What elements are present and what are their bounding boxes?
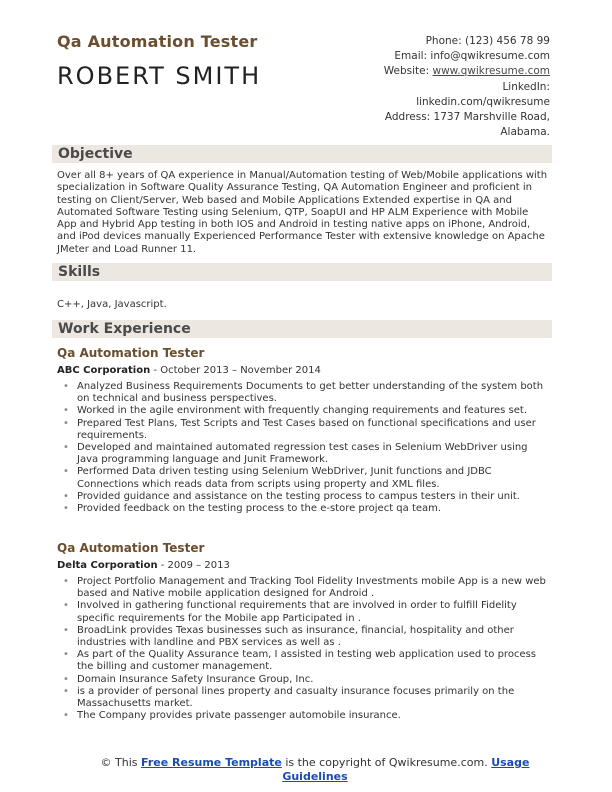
company-name: Delta Corporation bbox=[57, 560, 158, 571]
list-item: • Domain Insurance Safety Insurance Group, Inc. bbox=[57, 674, 549, 686]
contact-email: Email: info@qwikresume.com bbox=[394, 50, 550, 63]
job-bullet-list bbox=[57, 381, 549, 515]
candidate-name: ROBERT SMITH bbox=[57, 62, 262, 90]
list-item: • Project Portfolio Management and Tracking Tool Fidelity Investments mobile App is a new web based and Native mobile application designed for Android . bbox=[57, 576, 549, 600]
usage-guidelines-link[interactable]: Usage Guidelines bbox=[282, 756, 530, 783]
contact-block bbox=[290, 34, 550, 140]
job-dates: - October 2013 – November 2014 bbox=[150, 365, 321, 376]
copyright-footer bbox=[80, 756, 550, 784]
job-dates: - 2009 – 2013 bbox=[157, 560, 230, 571]
company-name: ABC Corporation bbox=[57, 365, 151, 376]
objective-heading: Objective bbox=[58, 146, 133, 162]
footer-middle: is the copyright of Qwikresume.com. bbox=[281, 756, 492, 769]
skills-heading: Skills bbox=[58, 264, 101, 280]
skills-text: C++, Java, Javascript. bbox=[57, 299, 167, 310]
list-item: • Provided feedback on the testing process to the e-store project qa team. bbox=[57, 503, 549, 515]
job-title: Qa Automation Tester bbox=[57, 541, 205, 555]
job-company-line bbox=[57, 365, 321, 376]
header-job-title: Qa Automation Tester bbox=[57, 32, 258, 51]
free-resume-template-link[interactable]: Free Resume Template bbox=[141, 756, 282, 769]
website-label: Website: bbox=[383, 65, 433, 78]
list-item: • Developed and maintained automated regression test cases in Selenium WebDriver using Java programming language and Junit Framework. bbox=[57, 442, 549, 466]
list-item: • Analyzed Business Requirements Documents to get better understanding of the system both on technical and business perspectives. bbox=[57, 381, 549, 405]
footer-prefix: © This bbox=[100, 756, 142, 769]
objective-text: Over all 8+ years of QA experience in Manual/Automation testing of Web/Mobile applications with specialization in Software Quality Assurance Testing, QA Automation Engineer and proficient in testing on Client/Server, Web based and Mobile Applications Extended expertise in QA and Automated Software Testing using Selenium, QTP, SoapUI and HP ALM Experience with Mobile App and Hybrid App testing in both IOS and Android in testing native apps on iPhone, Android, and iPod devices manually Experienced Performance Tester with extensive knowledge on Apache JMeter and Load Runner 11. bbox=[57, 170, 548, 255]
job-bullet-list bbox=[57, 576, 549, 722]
objective-section-header bbox=[52, 145, 552, 163]
contact-linkedin-label: LinkedIn: bbox=[502, 80, 550, 93]
list-item: • is a provider of personal lines property and casualty insurance focuses primarily on the Massachusetts market. bbox=[57, 686, 549, 710]
skills-section-header bbox=[52, 263, 552, 281]
contact-linkedin-value: linkedin.com/qwikresume bbox=[416, 95, 550, 108]
list-item: • The Company provides private passenger automobile insurance. bbox=[57, 710, 549, 722]
list-item: • Provided guidance and assistance on the testing process to campus testers in their unit. bbox=[57, 491, 549, 503]
list-item: • Worked in the agile environment with frequently changing requirements and features set. bbox=[57, 405, 549, 417]
list-item: • Involved in gathering functional requirements that are involved in order to fulfill Fidelity specific requirements for the Mobile app Participated in . bbox=[57, 600, 549, 624]
website-link[interactable]: www.qwikresume.com bbox=[432, 65, 550, 78]
contact-address-line1: Address: 1737 Marshville Road, bbox=[384, 111, 550, 124]
contact-address-line2: Alabama. bbox=[500, 126, 550, 139]
list-item: • Performed Data driven testing using Selenium WebDriver, Junit functions and JDBC Connections which reads data from scripts using property and XML files. bbox=[57, 466, 549, 490]
job-title: Qa Automation Tester bbox=[57, 346, 205, 360]
contact-website bbox=[290, 64, 550, 79]
list-item: • BroadLink provides Texas businesses such as insurance, financial, hospitality and other industries with landline and PBX services as well as . bbox=[57, 625, 549, 649]
work-heading: Work Experience bbox=[58, 321, 191, 337]
job-company-line bbox=[57, 560, 230, 571]
list-item: • As part of the Quality Assurance team, I assisted in testing web application used to process the billing and customer management. bbox=[57, 649, 549, 673]
work-section-header bbox=[52, 320, 552, 338]
contact-phone: Phone: (123) 456 78 99 bbox=[425, 35, 550, 47]
list-item: • Prepared Test Plans, Test Scripts and Test Cases based on functional specifications and user requirements. bbox=[57, 418, 549, 442]
